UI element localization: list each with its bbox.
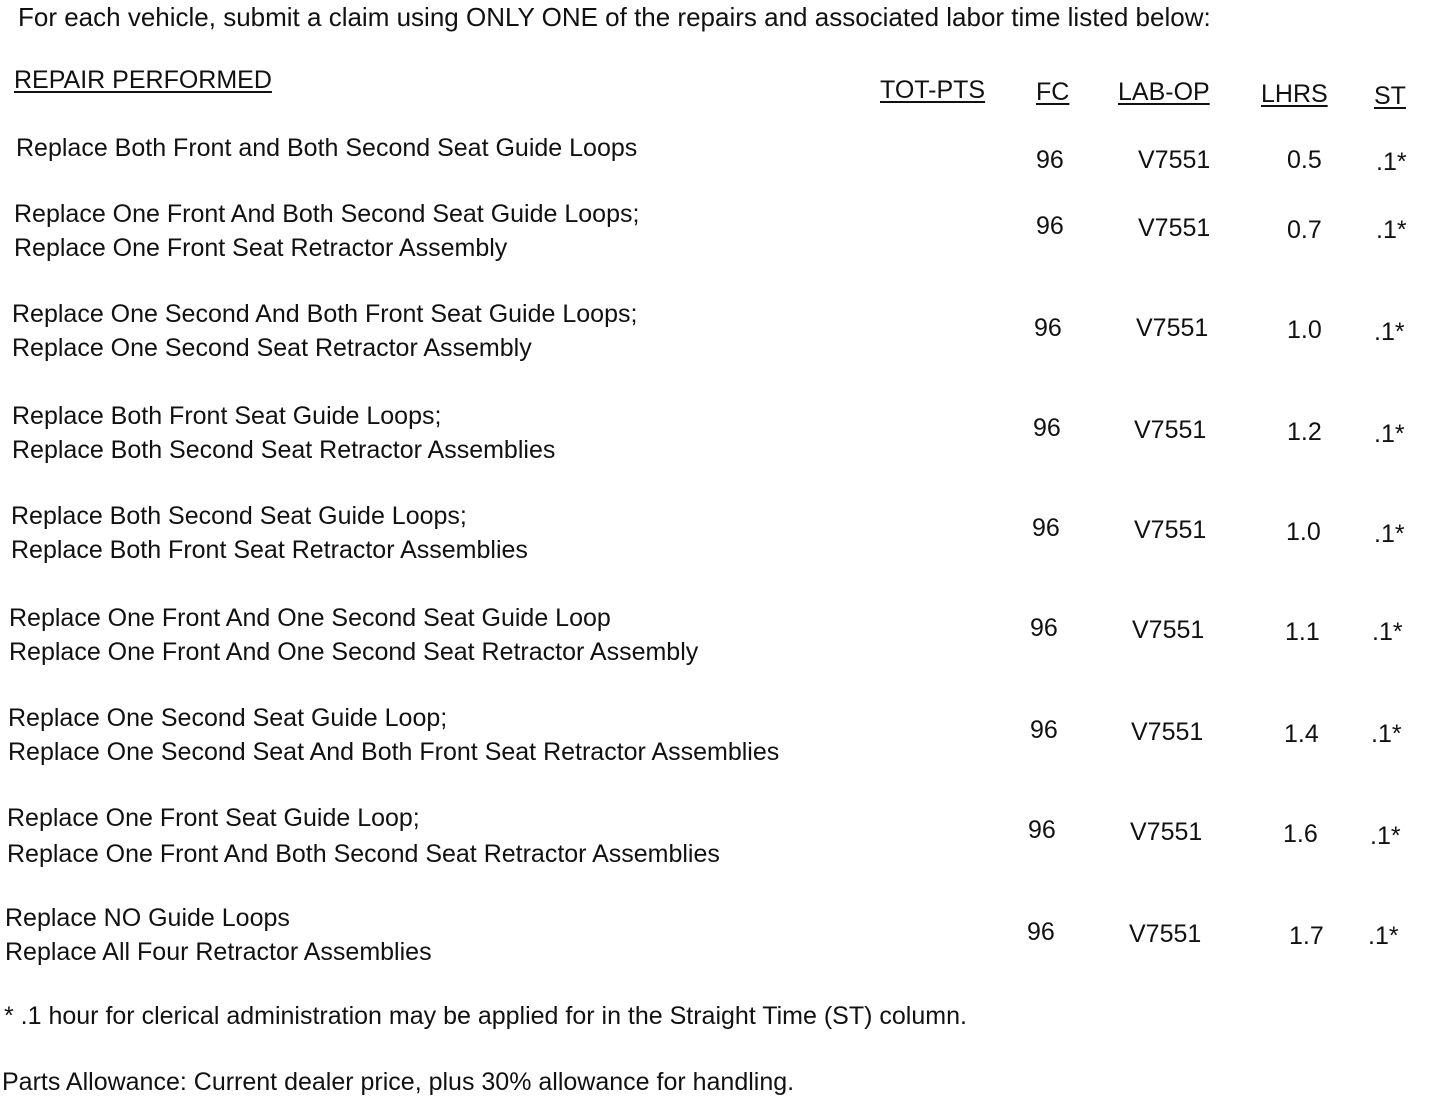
table-row xyxy=(0,902,1440,972)
lhrs-value: 1.1 xyxy=(1285,618,1320,646)
table-row xyxy=(0,400,1440,470)
st-value: .1* xyxy=(1370,822,1401,850)
lab-op-value: V7551 xyxy=(1130,818,1203,846)
lab-op-value: V7551 xyxy=(1136,314,1209,342)
fc-value: 96 xyxy=(1030,614,1058,642)
fc-value: 96 xyxy=(1027,918,1055,946)
repair-line-2: Replace One Front Seat Retractor Assembly xyxy=(14,234,508,262)
fc-value: 96 xyxy=(1030,716,1058,744)
intro-text: For each vehicle, submit a claim using ONLY ONE of the repairs and associated labor time listed below: xyxy=(18,2,1211,32)
lab-op-value: V7551 xyxy=(1138,214,1211,242)
lhrs-value: 1.0 xyxy=(1287,316,1322,344)
lhrs-value: 0.7 xyxy=(1287,216,1322,244)
repair-line-1: Replace One Second And Both Front Seat Guide Loops; xyxy=(12,300,638,328)
repair-line-2: Replace Both Second Seat Retractor Assemblies xyxy=(12,436,556,464)
st-value: .1* xyxy=(1374,318,1405,346)
repair-line-1: Replace One Front And One Second Seat Guide Loop xyxy=(9,604,611,632)
lhrs-value: 1.7 xyxy=(1289,922,1324,950)
table-row xyxy=(0,802,1440,872)
footnote-clerical: * .1 hour for clerical administration may be applied for in the Straight Time (ST) column. xyxy=(4,1002,967,1030)
header-st: ST xyxy=(1374,82,1406,110)
lhrs-value: 1.2 xyxy=(1287,418,1322,446)
fc-value: 96 xyxy=(1034,314,1062,342)
lab-op-value: V7551 xyxy=(1132,616,1205,644)
lab-op-value: V7551 xyxy=(1129,920,1202,948)
repair-line-1: Replace One Front And Both Second Seat Guide Loops; xyxy=(14,200,640,228)
fc-value: 96 xyxy=(1028,816,1056,844)
repair-line-2: Replace All Four Retractor Assemblies xyxy=(5,938,432,966)
header-fc: FC xyxy=(1036,78,1070,106)
repair-line-2: Replace One Second Seat Retractor Assembly xyxy=(12,334,532,362)
repair-line-2: Replace One Front And Both Second Seat Retractor Assemblies xyxy=(7,840,720,868)
fc-value: 96 xyxy=(1033,414,1061,442)
table-row xyxy=(0,500,1440,570)
lab-op-value: V7551 xyxy=(1134,416,1207,444)
fc-value: 96 xyxy=(1036,146,1064,174)
lab-op-value: V7551 xyxy=(1134,516,1207,544)
header-lhrs: LHRS xyxy=(1261,80,1328,108)
header-tot-pts: TOT-PTS xyxy=(880,76,986,104)
st-value: .1* xyxy=(1376,148,1407,176)
st-value: .1* xyxy=(1376,216,1407,244)
repair-line-1: Replace Both Front Seat Guide Loops; xyxy=(12,402,442,430)
header-repair-performed: REPAIR PERFORMED xyxy=(14,66,272,94)
st-value: .1* xyxy=(1372,618,1403,646)
lhrs-value: 1.6 xyxy=(1283,820,1318,848)
repair-line-2: Replace Both Front Seat Retractor Assemblies xyxy=(11,536,528,564)
lhrs-value: 1.4 xyxy=(1284,720,1319,748)
repair-line-1: Replace Both Second Seat Guide Loops; xyxy=(11,502,467,530)
fc-value: 96 xyxy=(1036,212,1064,240)
table-row xyxy=(0,132,1440,202)
table-row xyxy=(0,700,1440,770)
lhrs-value: 1.0 xyxy=(1286,518,1321,546)
lab-op-value: V7551 xyxy=(1131,718,1204,746)
st-value: .1* xyxy=(1374,420,1405,448)
table-row xyxy=(0,600,1440,670)
repair-line-1: Replace One Front Seat Guide Loop; xyxy=(7,804,420,832)
table-row xyxy=(0,298,1440,368)
lhrs-value: 0.5 xyxy=(1287,146,1322,174)
fc-value: 96 xyxy=(1032,514,1060,542)
parts-allowance-note: Parts Allowance: Current dealer price, plus 30% allowance for handling. xyxy=(2,1068,795,1096)
st-value: .1* xyxy=(1371,720,1402,748)
repair-line-2: Replace One Front And One Second Seat Retractor Assembly xyxy=(9,638,699,666)
st-value: .1* xyxy=(1368,922,1399,950)
st-value: .1* xyxy=(1374,520,1405,548)
repair-line-1: Replace NO Guide Loops xyxy=(5,904,290,932)
repair-line-1: Replace Both Front and Both Second Seat Guide Loops xyxy=(16,134,638,162)
header-lab-op: LAB-OP xyxy=(1118,78,1210,106)
repair-line-2: Replace One Second Seat And Both Front Seat Retractor Assemblies xyxy=(8,738,780,766)
repair-line-1: Replace One Second Seat Guide Loop; xyxy=(8,704,448,732)
lab-op-value: V7551 xyxy=(1138,146,1211,174)
table-row xyxy=(0,198,1440,268)
